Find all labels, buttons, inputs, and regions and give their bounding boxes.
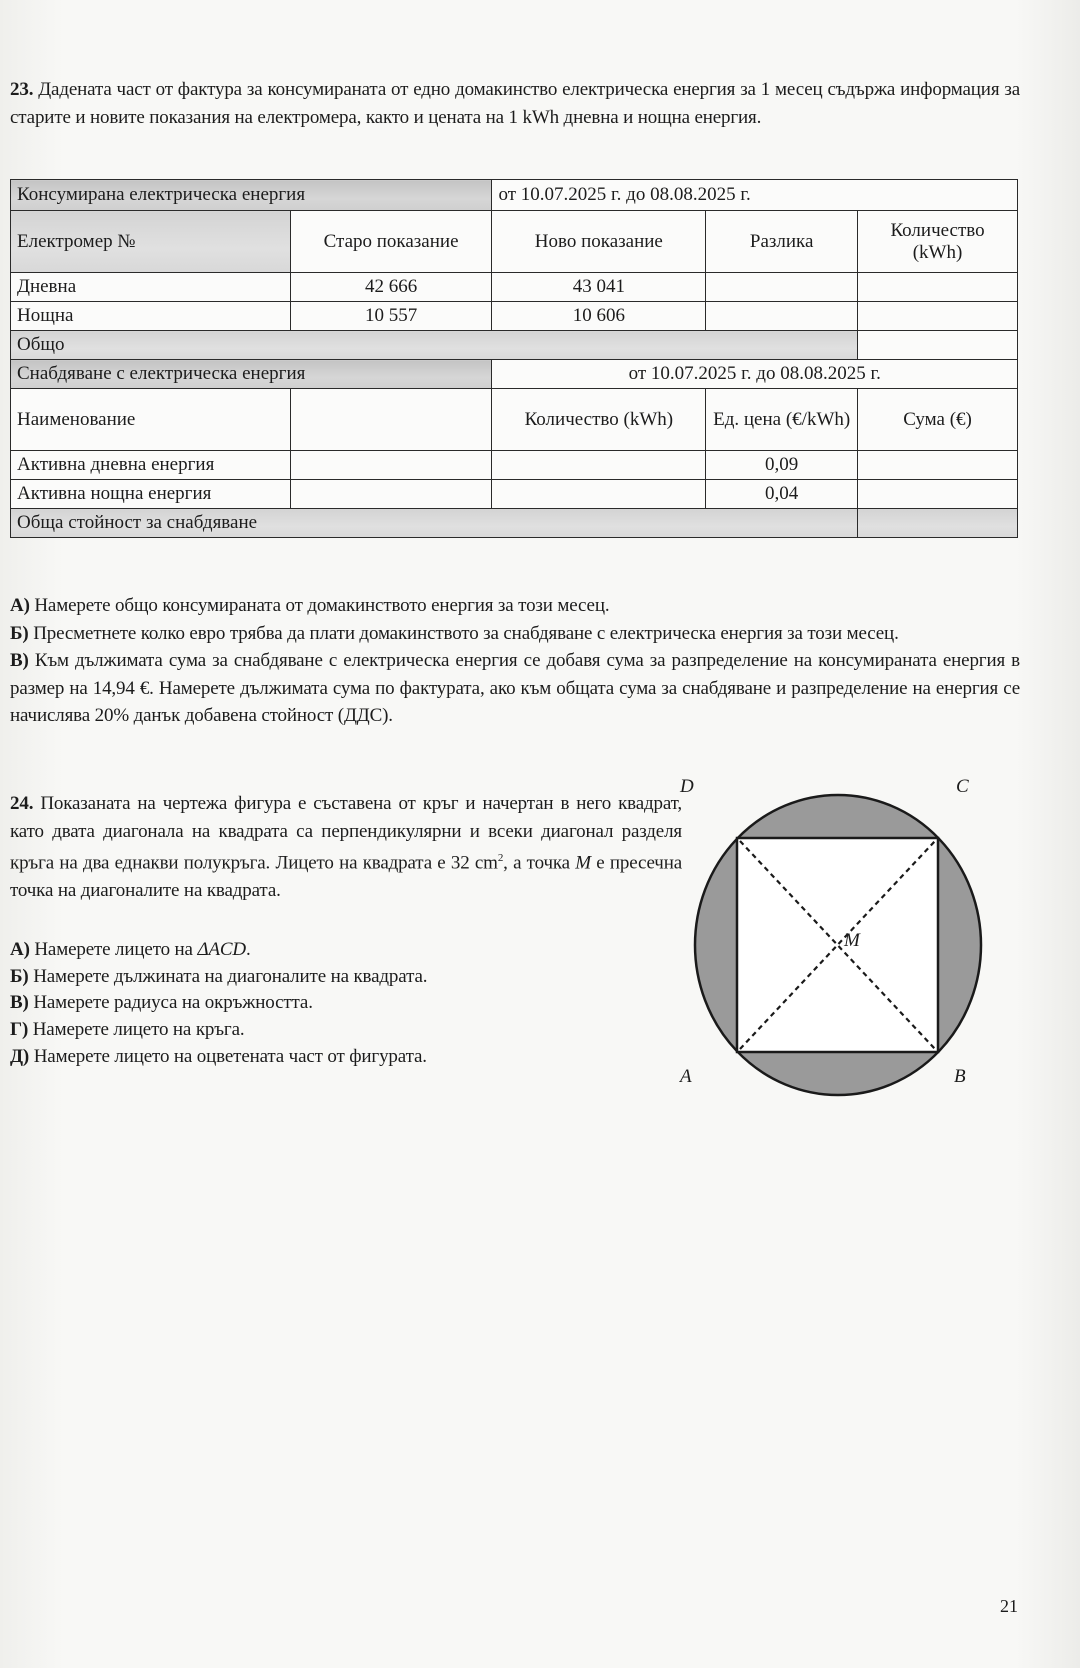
unit-price: 0,04	[706, 480, 858, 509]
header-unit-price: Ед. цена (€/kWh)	[706, 389, 858, 451]
difference-cell	[706, 273, 858, 302]
point-m: M	[575, 852, 591, 874]
question-text: Намерете лицето на оцветената част от фигурата.	[33, 1045, 427, 1067]
question-key: В)	[10, 992, 29, 1014]
quantity-cell	[858, 273, 1018, 302]
label-b: B	[954, 1066, 966, 1087]
old-reading: 42 666	[290, 273, 492, 302]
task-24-intro-text-3: е пресечна точка на диагоналите на квадрата.	[10, 852, 683, 901]
row-label: Дневна	[11, 273, 291, 302]
question-text: Намерете дължината на диагоналите на квадрата.	[33, 965, 428, 987]
header-quantity: Количество (kWh)	[492, 389, 706, 451]
header-quantity-kwh: Количество (kWh)	[858, 211, 1018, 273]
row-label: Активна нощна енергия	[11, 480, 291, 509]
table-row-night	[11, 302, 1018, 331]
question-23-a	[10, 592, 1020, 620]
table-row-day	[11, 273, 1018, 302]
new-reading: 10 606	[492, 302, 706, 331]
question-key: Д)	[10, 1045, 30, 1067]
question-text: Намерете общо консумираната от домакинството енергия за този месец.	[34, 595, 610, 616]
section-consumed-header-row	[11, 180, 1018, 211]
grand-total-label: Обща стойност за снабдяване	[11, 509, 858, 538]
quantity-cell	[492, 480, 706, 509]
question-24-a	[10, 937, 682, 964]
question-key: А)	[10, 939, 30, 960]
row-label: Активна дневна енергия	[11, 451, 291, 480]
question-text: Пресметнете колко евро трябва да плати домакинството за снабдяване с електрическа енергия за този месец.	[33, 622, 899, 644]
task-24-intro-text: Показаната на чертежа фигура е съставена от кръг и начертан в него квадрат, като двата диагонала на квадрата са перпендикулярни и всеки диагонал разделя кръга на два еднакви полукръга. Лицето на квадрата е 32 cm	[10, 793, 682, 874]
section-consumed-title: Консумирана електрическа енергия	[11, 180, 492, 211]
table-row-active-night	[11, 480, 1018, 509]
question-key: Б)	[10, 965, 29, 987]
quantity-cell	[492, 451, 706, 480]
header-difference: Разлика	[706, 211, 858, 273]
task-24-intro	[10, 790, 682, 904]
question-text: Намерете радиуса на окръжността.	[33, 992, 313, 1014]
table-row-grand-total	[11, 509, 1018, 538]
question-tail: .	[246, 939, 251, 960]
sum-cell	[858, 480, 1018, 509]
task-23-questions	[10, 592, 1020, 730]
header-blank	[290, 389, 492, 451]
table-row-active-day	[11, 451, 1018, 480]
task-24-intro-text-2: , а точка	[503, 852, 576, 874]
question-text: Намерете лицето на кръга.	[32, 1019, 245, 1041]
unit-price: 0,09	[706, 451, 858, 480]
section-supply-header-row	[11, 360, 1018, 389]
task-24-questions	[10, 937, 682, 1071]
header-new-reading: Ново показание	[492, 211, 706, 273]
math-expression: ΔACD	[197, 939, 247, 960]
header-name: Наименование	[11, 389, 291, 451]
question-23-c	[10, 647, 1020, 730]
table-row-total	[11, 331, 1018, 360]
sum-cell	[858, 451, 1018, 480]
blank-cell	[290, 451, 492, 480]
header-meter-no: Електромер №	[11, 211, 291, 273]
label-c: C	[956, 776, 969, 797]
question-24-b	[10, 964, 682, 991]
consumed-period: от 10.07.2025 г. до 08.08.2025 г.	[492, 180, 1018, 211]
superscript: 2	[497, 852, 504, 864]
blank-cell	[290, 480, 492, 509]
consumed-column-headers	[11, 211, 1018, 273]
label-a: A	[680, 1066, 692, 1087]
difference-cell	[706, 302, 858, 331]
page-number: 21	[1000, 1596, 1018, 1616]
question-24-c	[10, 990, 682, 1017]
question-key: В)	[10, 650, 29, 671]
figure-svg	[680, 780, 990, 1110]
question-23-b	[10, 620, 1020, 648]
old-reading: 10 557	[290, 302, 492, 331]
invoice-table	[10, 179, 1018, 538]
task-24-number: 24.	[10, 793, 34, 814]
label-d: D	[680, 776, 694, 797]
section-supply-title: Снабдяване с електрическа енергия	[11, 360, 492, 389]
header-sum: Сума (€)	[858, 389, 1018, 451]
question-24-e	[10, 1044, 682, 1071]
supply-period: от 10.07.2025 г. до 08.08.2025 г.	[492, 360, 1018, 389]
circle-square-figure	[680, 776, 990, 1110]
grand-total-value	[858, 509, 1018, 538]
question-key: Б)	[10, 622, 29, 644]
task-23-number: 23.	[10, 79, 34, 100]
quantity-cell	[858, 302, 1018, 331]
question-key: Г)	[10, 1019, 29, 1041]
supply-column-headers	[11, 389, 1018, 451]
total-value	[858, 331, 1018, 360]
question-text: Намерете лицето на	[34, 939, 198, 960]
question-key: А)	[10, 595, 30, 616]
task-23-intro-text: Дадената част от фактура за консумираната от едно домакинство електрическа енергия за 1 месец съдържа информация за старите и новите показания на електромера, както и цената на 1 kWh дневна и нощна енергия.	[10, 79, 1020, 128]
label-m: M	[844, 930, 860, 951]
header-old-reading: Старо показание	[290, 211, 492, 273]
question-24-d	[10, 1017, 682, 1044]
question-text: Към дължимата сума за снабдяване с електрическа енергия се добавя сума за разпределение на консумираната енергия в размер на 14,94 €. Намерете дължимата сума по фактурата, ако към общата сума за снабдяване и разпределение на енергия се начислява 20% данък добавена стойност (ДДС).	[10, 650, 1020, 726]
new-reading: 43 041	[492, 273, 706, 302]
row-label: Нощна	[11, 302, 291, 331]
total-label: Общо	[11, 331, 858, 360]
task-23-intro	[10, 76, 1020, 131]
